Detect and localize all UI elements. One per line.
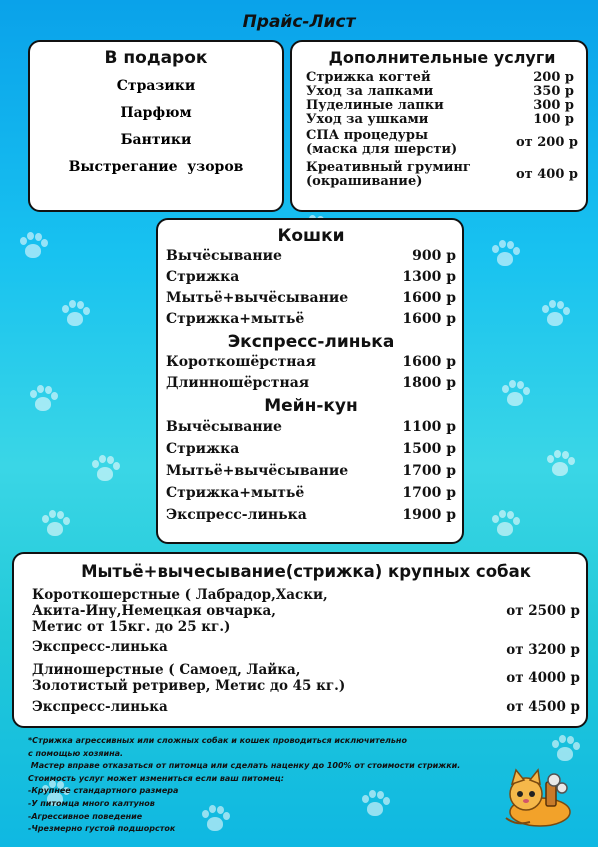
service-price: 300 р — [533, 98, 574, 113]
footnote-line: -У питомца много калтунов — [28, 798, 155, 808]
service-name: Мытьё+вычёсывание — [166, 463, 349, 479]
service-name: Длиношерстные ( Самоед, Лайка, Золотистый ретривер, Метис до 45 кг.) — [32, 662, 346, 694]
dogs-panel — [12, 552, 588, 728]
service-name: Экспресс-линька — [32, 639, 168, 655]
service-name: Мытьё+вычёсывание — [166, 290, 349, 306]
service-price: 1900 р — [402, 507, 456, 523]
service-name: Уход за лапками — [306, 84, 434, 99]
price-row — [32, 699, 580, 715]
paw-print-icon — [40, 510, 70, 540]
price-row — [166, 438, 456, 460]
service-row — [306, 113, 578, 127]
service-price: 1800 р — [402, 375, 456, 391]
groomer-cat-mascot-icon — [496, 768, 578, 830]
paw-print-icon — [540, 300, 570, 330]
service-name: Стрижка — [166, 441, 240, 457]
price-row — [166, 460, 456, 482]
gifts-panel — [28, 40, 284, 212]
paw-print-icon — [550, 735, 580, 765]
cats-heading: Кошки — [277, 226, 345, 246]
service-price: 1100 р — [402, 419, 456, 435]
paw-print-icon — [545, 450, 575, 480]
gift-item: Выстрегание узоров — [68, 159, 244, 175]
service-price: 1500 р — [402, 441, 456, 457]
footnote-line: с помощью хозяина. — [28, 748, 124, 758]
gift-item: Стразики — [116, 78, 196, 94]
footnote-line: *Стрижка агрессивных или сложных собак и кошек проводиться исключительно — [28, 736, 407, 745]
service-name: Пуделиные лапки — [306, 98, 444, 113]
price-row — [166, 246, 456, 267]
paw-print-icon — [90, 455, 120, 485]
service-name: Креативный груминг (окрашивание) — [306, 160, 471, 189]
footnote-line: Мастер вправе отказаться от питомца или сделать наценку до 100% от стоимости стрижки. — [28, 761, 461, 771]
price-row — [166, 482, 456, 504]
service-row — [306, 85, 578, 99]
service-price: от 4000 р — [506, 670, 580, 686]
service-price: 1600 р — [402, 311, 456, 327]
price-row — [32, 587, 580, 635]
service-price: от 3200 р — [506, 642, 580, 658]
service-row — [306, 161, 578, 189]
footnote-line: -Крупнее стандартного размера — [28, 786, 179, 796]
service-price: 1600 р — [402, 290, 456, 306]
price-row — [166, 309, 456, 330]
price-row — [166, 416, 456, 438]
service-price: от 200 р — [515, 135, 578, 150]
service-name: Стрижка+мытьё — [166, 311, 305, 327]
service-price: 900 р — [412, 248, 456, 264]
service-name: Уход за ушками — [306, 112, 429, 127]
service-row — [306, 71, 578, 85]
dogs-heading: Мытьё+вычесывание(стрижка) крупных собак — [81, 562, 531, 581]
paw-print-icon — [60, 300, 90, 330]
gift-item: Бантики — [120, 132, 192, 148]
express-heading: Экспресс-линька — [227, 332, 395, 352]
service-name: Экспресс-линька — [166, 507, 307, 523]
service-price: от 4500 р — [506, 699, 580, 715]
price-row — [32, 662, 580, 694]
service-price: 200 р — [533, 70, 574, 85]
cats-panel — [156, 218, 464, 544]
service-name: Стрижка когтей — [306, 70, 431, 85]
price-row — [166, 267, 456, 288]
service-row — [306, 99, 578, 113]
page-title: Прайс-Лист — [242, 12, 356, 32]
service-price: 350 р — [533, 84, 574, 99]
service-price: от 400 р — [515, 167, 578, 182]
service-price: 100 р — [533, 112, 574, 127]
service-name: Короткошёрстная — [166, 354, 316, 370]
price-row — [166, 373, 456, 394]
footnote-line: -Агрессивное поведение — [28, 811, 143, 821]
footnotes — [28, 735, 498, 836]
service-price: 1300 р — [402, 269, 456, 285]
service-price: 1700 р — [402, 485, 456, 501]
service-name: Вычёсывание — [166, 419, 282, 435]
paw-print-icon — [490, 510, 520, 540]
extra-services-panel — [290, 40, 588, 212]
service-name: СПА процедуры (маска для шерсти) — [306, 128, 458, 157]
service-price: 1600 р — [402, 354, 456, 370]
paw-print-icon — [18, 232, 48, 262]
price-row — [32, 639, 580, 658]
price-row — [166, 504, 456, 526]
service-price: 1700 р — [402, 463, 456, 479]
price-row — [166, 288, 456, 309]
service-price: от 2500 р — [506, 603, 580, 619]
service-name: Стрижка+мытьё — [166, 485, 305, 501]
footnote-line: Стоимость услуг может измениться если ваш питомец: — [28, 773, 284, 783]
footnote-line: -Чрезмерно густой подшорсток — [28, 824, 176, 834]
price-row — [166, 352, 456, 373]
gifts-heading: В подарок — [104, 48, 208, 68]
extra-services-heading: Дополнительные услуги — [328, 48, 556, 67]
service-name: Короткошерстные ( Лабрадор,Хаски, Акита-Ину,Немецкая овчарка, Метис от 15кг. до 25 кг.) — [32, 587, 328, 635]
service-row — [306, 129, 578, 157]
paw-print-icon — [500, 380, 530, 410]
service-name: Стрижка — [166, 269, 240, 285]
service-name: Вычёсывание — [166, 248, 282, 264]
gift-item: Парфюм — [120, 105, 192, 121]
service-name: Длинношёрстная — [166, 375, 310, 391]
mainecoon-heading: Мейн-кун — [264, 396, 358, 416]
service-name: Экспресс-линька — [32, 699, 168, 715]
paw-print-icon — [28, 385, 58, 415]
paw-print-icon — [490, 240, 520, 270]
